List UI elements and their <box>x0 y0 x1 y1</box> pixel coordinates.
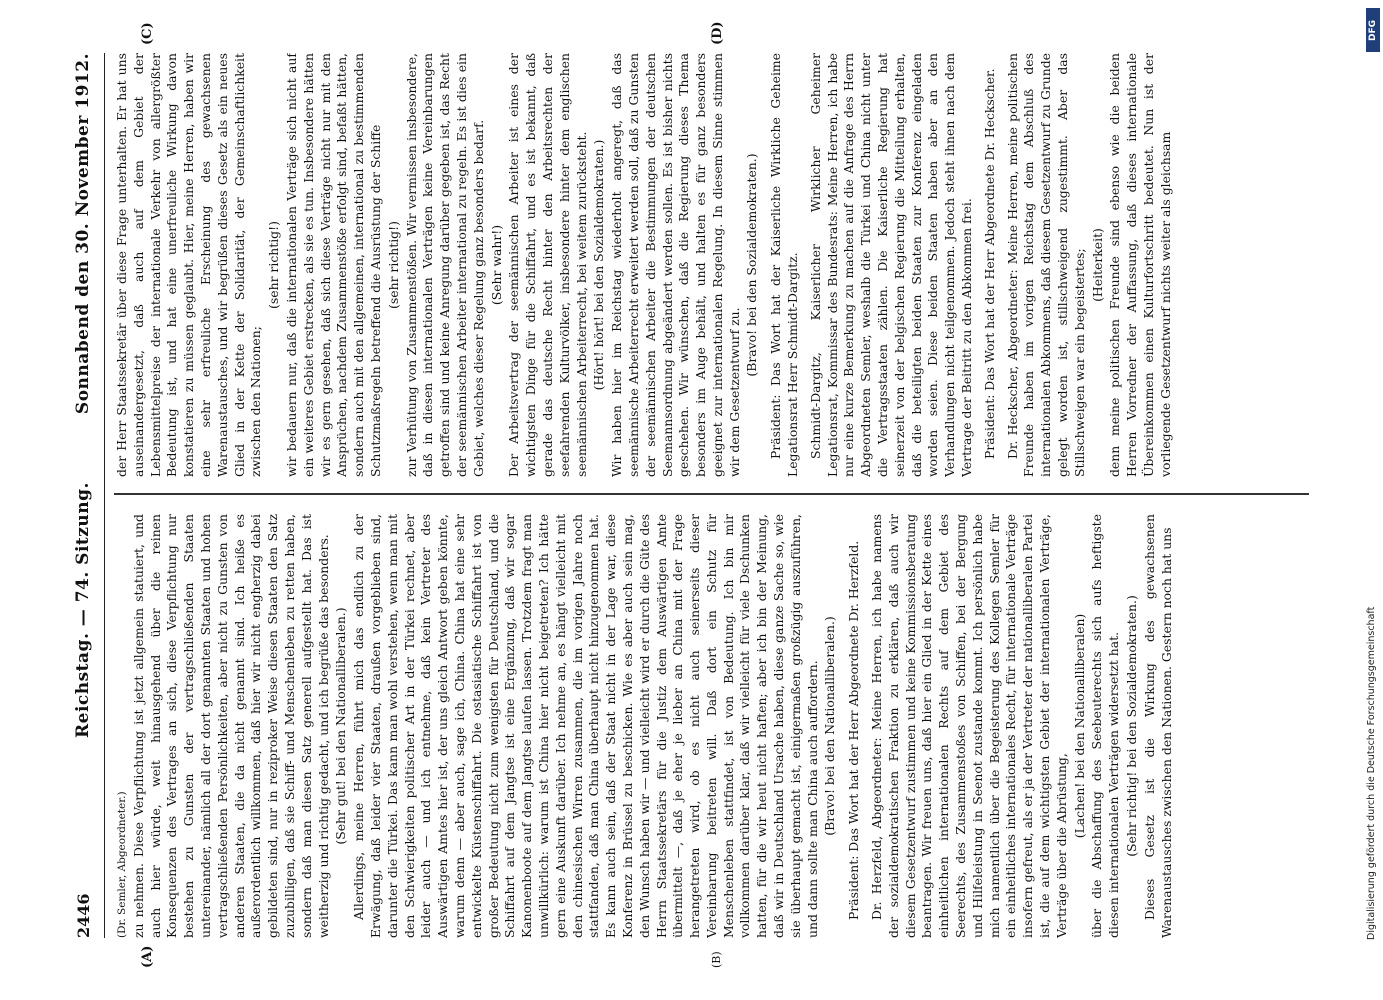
column-divider <box>114 494 1309 496</box>
digitization-credit: Digitalisierung gefördert durch die Deutsche Forschungsgemeinschaft <box>1366 606 1377 940</box>
interjection: (Lachen! bei den Nationalliberalen) <box>1071 613 1087 839</box>
interjection: (sehr richtig!) <box>385 221 401 309</box>
paragraph: zu nehmen. Diese Verpflichtung ist jetzt allgemein statuiert, und auch hier würde, weit hinausgehend über die reinen Konsequenzen des Vertrages an sich, diese Verpflichtung nur bestehen zu Gunsten der vertragschließenden Staaten untereinander, nämlich all der dort genannten Staaten und hohen vertragschließenden Persönlichkeiten, aber nicht zu Gunsten von anderen Staaten, die da nicht genannt sind. Ich heiße es außerordentlich willkommen, daß hier wir nicht engherzig dabei gebildeten sind, nur in reziproker Weise diesen Staaten den Satz zuzubilligen, daß sie Schiff- und Menschenleben zu retten haben, sondern daß man diesen Satz generell aufgestellt hat. Das ist weitherzig und richtig gedacht, und ich begrüße das besonders. <box>130 514 331 938</box>
left-column <box>114 514 1314 938</box>
paragraph: Präsident: Das Wort hat der Kaiserliche Wirkliche Geheime Legationsrat Herr Schmidt-Dargitz. <box>768 53 801 477</box>
interjection: (sehr richtig!) <box>266 221 282 309</box>
dfg-logo: DFG <box>1366 8 1380 52</box>
interjection: (Heiterkeit) <box>1089 228 1105 302</box>
margin-marker-c: (C) <box>140 22 155 45</box>
speaker-running-head: (Dr. Semler, Abgeordneter.) <box>116 791 128 938</box>
interjection: (Hört! hört! bei den Sozialdemokraten.) <box>591 139 607 391</box>
paragraph: Wir haben hier im Reichstag wiederholt angeregt, daß das seemännische Arbeiterrecht erweitert werden soll, daß zu Gunsten der seemännischen Arbeiter die Bestimmungen der deutschen Seemannsordnung abgeändert werden sollen. Es ist bisher nichts geschehen. Wir wünschen, daß die Regierung dieses Thema besonders im Auge behält, und halten es für ganz besonders geeignet zur internationalen Regelung. In diesem Sinne stimmen wir dem Gesetzentwurf zu. <box>609 53 742 477</box>
page-number: 2446 <box>74 893 93 938</box>
paragraph: Dieses Gesetz ist die Wirkung des gewachsenen Warenaustausches zwischen den Nationen. Gestern noch hat uns <box>1141 514 1174 938</box>
page-content <box>70 21 1320 968</box>
interjection: (Sehr richtig! bei den Sozialdemokraten.) <box>1124 595 1140 857</box>
margin-marker-a: (A) <box>140 945 155 968</box>
paragraph: der Herr Staatssekretär über diese Frage unterhalten. Er hat uns auseinandergesetzt, daß auch auf dem Gebiet der Lebensmittelpreise der internationale Verkehr von allergrößter Bedeutung ist, und hat eine unerfreuliche Wirkung davon konstatieren zu müssen geglaubt. Hier, meine Herren, haben wir eine sehr erfreuliche Erscheinung des gewachsenen Warenaustausches, und wir begrüßen dieses Gesetz als ein neues Glied in der Kette der Solidarität, der Gemeinschaftlichkeit zwischen den Nationen; <box>114 53 264 477</box>
interjection: (Sehr gut! bei den Nationalliberalen.) <box>333 607 349 845</box>
paragraph: Schmidt-Dargitz, Kaiserlicher Wirklicher Geheimer Legationsrat, Kommissar des Bundesrats: Meine Herren, ich habe nur eine kurze Bemerkung zu machen auf die Anfrage des Herrn Abgeordneten Semler, weshalb die Türkei und China nicht unter die Vertragsstaaten zählen. Die Kaiserliche Regierung hat seinerzeit von der belgischen Regierung die Mitteilung erhalten, daß die beteiligten beiden Staaten zur Konferenz eingeladen worden seien. Diese beiden Staaten haben aber an den Verhandlungen nicht teilgenommen. Jedoch steht ihnen nach dem Vertrage der Beitritt zu den Abkommen frei. <box>807 53 975 477</box>
right-column <box>114 53 1314 477</box>
margin-marker-b: (B) <box>710 951 723 968</box>
paragraph: wir bedauern nur, daß die internationalen Verträge sich nicht auf ein weiteres Gebiet erstrecken, als sie es tun. Insbesondere hätten wir es gern gesehen, daß sich diese Verträge nicht nur mit den Ansprüchen, nachdem Zusammenstöße erfolgt sind, befaßt hätten, sondern auch mit den allgemeinen, international zu bestimmenden Schutzmaßregeln betreffend die Ausrüstung der Schiffe <box>283 53 383 477</box>
interjection: (Bravo! bei den Sozialdemokraten.) <box>744 153 760 377</box>
paragraph: Dr. Heckscher, Abgeordneter: Meine Herren, meine politischen Freunde haben im vorigen Reichstag dem Abschluß des internationalen Abkommens, daß diesem Gesetzentwurf zu Grunde gelegt worden ist, stillschweigend zugestimmt. Aber das Stillschweigen war ein begeistertes; <box>1004 53 1087 477</box>
paragraph: Präsident: Das Wort hat der Herr Abgeordnete Dr. Heckscher. <box>981 68 997 459</box>
paragraph: Allerdings, meine Herren, führt mich das endlich zu der Erwägung, daß leider vier Staaten, draußen vorgeblieben sind, darunter die Türkei. Das kann man wohl verstehen, wenn man mit den Schwierigkeiten politischer Art in der Türkei rechnet, aber leider auch — und ich entnehme, daß kein Vertreter des Auswärtigen Amtes hier ist, der uns gleich Antwort geben könnte, warum denn — aber auch, sage ich, China. China hat eine sehr entwickelte Küstenschiffahrt. Die ostasiatische Schiffahrt ist von großer Bedeutung nicht zum wenigsten für Deutschland, und die Schiffahrt auf dem Jangtse ist eine Ergänzung, daß wir sogar Kanonenboote auf dem Jangtse laufen lassen. Trotzdem fragt man unwillkürlich: warum ist China hier nicht beigetreten? Ich hätte gern eine Auskunft darüber. Ich nehme an, es hängt vielleicht mit den chinesischen Wirren zusammen, die im vorigen Jahre noch stattfanden, daß man China überhaupt nicht hinzugenommen hat. Es kann auch sein, daß der Staat nicht in der Lage war, diese Konferenz in Brüssel zu beschicken. Wie es aber auch sein mag, den Wunsch haben wir — und vielleicht wird er durch die Güte des Herrn Staatssekretärs für die Justiz dem Auswärtigen Amte übermittelt —, daß je eher je lieber an China mit der Frage herangetreten wird, ob es nicht auch seinerseits dieser Vereinbarung beitreten will. Daß dort ein Schutz für Menschenleben stattfindet, ist von Bedeutung. Ich bin mir vollkommen darüber klar, daß wir vielleicht für viele Dschunken hatten, für die wir heut nicht haften; aber ich bin der Meinung, daß wir in Deutschland Ursache haben, diese ganze Sache so, wie sie überhaupt gemacht ist, einigermaßen großzügig auszuführen, und dann sollte man China auch auffordern. <box>351 514 820 938</box>
margin-marker-d: (D) <box>710 21 725 45</box>
page-header <box>70 53 105 938</box>
paragraph: denn meine politischen Freunde sind ebenso wie die beiden Herren Vorredner der Auffassung, daß dieses internationale Übereinkommen einen Kulturfortschritt bedeutet. Nun ist der vorliegende Gesetzentwurf nichts weiter als gleichsam <box>1107 53 1173 477</box>
paragraph: über die Abschaffung des Seebeuterechts sich aufs heftigste diesen internationalen Verträgen widersetzt hat. <box>1089 514 1122 938</box>
interjection: (Bravo! bei den Nationalliberalen.) <box>822 616 838 836</box>
paragraph: Präsident: Das Wort hat der Herr Abgeordnete Dr. Herzfeld. <box>846 540 862 920</box>
session-date: Sonnabend den 30. November 1912. <box>73 53 93 415</box>
interjection: (Sehr wahr!) <box>488 224 504 306</box>
paragraph: Dr. Herzfeld, Abgeordneter: Meine Herren, ich habe namens der sozialdemokratischen Fraktion zu erklären, daß auch wir diesem Gesetzentwurf zustimmen und keine Kommissionsberatung beantragen. Wir freuen uns, daß hier ein Glied in der Kette eines einheitlichen internationalen Rechts auf dem Gebiet des Seerechts, des Zusammenstoßes von Schiffen, bei der Bergung und Hilfeleistung in Seenot zustande kommt. Ich persönlich habe mich namentlich über die Begeisterung des Kollegen Semler für ein einheitliches internationales Recht, für internationale Verträge insofern gefreut, als er ja der Vertreter der nationalliberalen Partei ist, die auf dem wichtigsten Gebiet der internationalen Verträge, Verträge über die Abrüstung, <box>869 514 1069 938</box>
session-title: Reichstag. — 74. Sitzung. <box>73 482 93 738</box>
paragraph: Der Arbeitsvertrag der seemännischen Arbeiter ist eines der wichtigsten Dinge für die Schiffahrt, und es ist bekannt, daß gerade das deutsche Recht hinter den Arbeitsrechten der seefahrenden Kulturvölker, insbesondere hinter dem englischen seemännischen Arbeiterrecht, bei weitem zurücksteht. <box>506 53 589 477</box>
paragraph: zur Verhütung von Zusammenstößen. Wir vermissen insbesondere, daß in diesen internationalen Verträgen keine Vereinbarungen getroffen sind und keine Anregung darüber gegeben ist, das Recht der seemännischen Arbeiter international zu regeln. Es ist dies ein Gebiet, welches dieser Regelung ganz besonders bedarf. <box>403 53 486 477</box>
